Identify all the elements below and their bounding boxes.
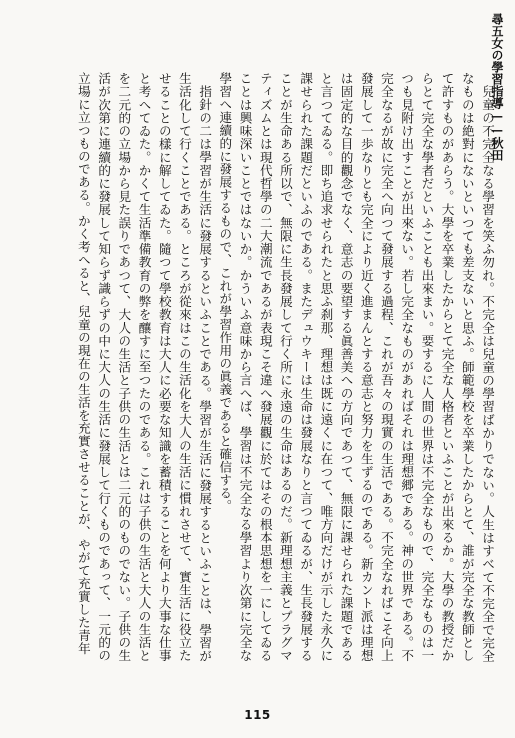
main-text-column [17, 72, 497, 662]
paragraph-2: 指針の二は學習が生活に發展するといふことである。學習が生活に發展するといふことは、學習が生活化して行くことである。ところが從來はこの生活化を大人の生活に慣れさせて、實生活に役立たせることの樣に解してゐた。隨つて學校教育は大人に必要な知識を蓄積することを何より大事な仕事と考へてゐた。かくて生活準備教育の弊を釀すに至つたのである。これは子供の生活と大人の生活とを二元的の立場から見た誤りであつて、大人の生活と子供の生活とは二元的のものでない。子供の生活が次第に連續的に發展して知らず識らずの中に大人の生活に發展して行くものであって、一元的の立場に立つものである。かく考へると、兒童の現在の生活を充實させることが、やがて充實した青年 [75, 72, 213, 662]
page-number: 115 [244, 708, 271, 722]
running-header: 尋五女の學習指導——秋田 [490, 13, 504, 161]
paragraph-1: 兒童の不完全なる學習を笑ふ勿れ。不完全は兒童の學習ばかりでない。人生はすべて不完全で完全なものは絶對にないといつても差支ないと思ふ。師範學校を卒業したからとて、誰が完全な教師として許すものがあらう。大學を卒業したからとて完全な人格者といふことが出來るか。大學の教授だからとて完全な學者だといふことも出來まい。要するに人間の世界は不完全なもので、完全なものは一つも見附け出すことが出來ない。若し完全なものがあればそれは理想郷である。神の世界である。不完全なるが故に完全へ向つて發展する過程、これが吾々の現實の生活である。不完全なればこそ向上發展して一歩なりとも完全により近く進まんとする意志と努力を生ずるのである。新カント派は理想は固定的な目的觀念でなく、意志の要望する眞善美への方向であつて、無限に課せられた課題であると言つてゐる。即ち追求せられたと思ふ刹那、理想は既に遠くに在つて、唯方向だけが示した永久に課せられた課題だといふのである。またデュウキーは生命は發展なりと言つてゐるが、生長發展することが生命ある所以で、無限に生長發展して行く所に永遠の生命はあるのだ。新理想主義とプラグマティズムとは現代哲學の二大潮流であるが表現こそ違へ發展觀に於てはその根本思想を一にしてゐることは興味深いことではないか。かういふ意味から言へば、學習は不完全なる學習より次第に完全な學習へ連續的に發展するもので、これが學習作用の眞義であると確信する。 [217, 72, 495, 662]
